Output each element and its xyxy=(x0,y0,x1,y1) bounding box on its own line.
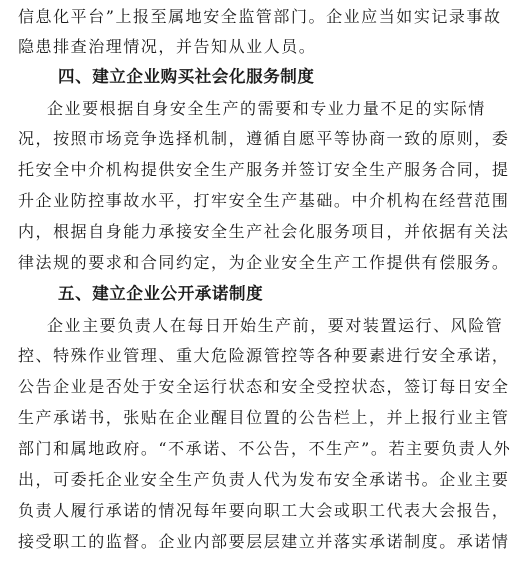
paragraph-line: 信息化平台”上报至属地安全监管部门。企业应当如实记录事故 xyxy=(18,7,502,26)
paragraph-line: 况，按照市场竞争选择机制，遵循自愿平等协商一致的原则，委 xyxy=(18,129,510,148)
section-heading-5: 五、建立企业公开承诺制度 xyxy=(58,284,264,303)
paragraph-line: 企业主要负责人在每日开始生产前，要对装置运行、风险管 xyxy=(47,316,504,335)
paragraph-line: 公告企业是否处于安全运行状态和安全受控状态，签订每日安全 xyxy=(18,377,510,396)
paragraph-line: 部门和属地政府。“不承诺、不公告，不生产”。若主要负责人外 xyxy=(18,439,511,458)
paragraph-line: 出，可委托企业安全生产负责人代为发布安全承诺书。企业主要 xyxy=(18,470,510,489)
paragraph-line: 接受职工的监督。企业内部要层层建立并落实承诺制度。承诺情 xyxy=(18,532,510,551)
paragraph-line: 负责人履行承诺的情况每年要向职工大会或职工代表大会报告， xyxy=(18,501,510,520)
paragraph-line: 控、特殊作业管理、重大危险源管控等各种要素进行安全承诺， xyxy=(18,346,510,365)
paragraph-line: 托安全中介机构提供安全生产服务并签订安全生产服务合同，提 xyxy=(18,160,510,179)
paragraph-line: 内，根据自身能力承接安全生产社会化服务项目，并依据有关法 xyxy=(18,222,510,241)
paragraph-line: 生产承诺书，张贴在企业醒目位置的公告栏上，并上报行业主管 xyxy=(18,408,510,427)
section-heading-4: 四、建立企业购买社会化服务制度 xyxy=(58,67,315,86)
paragraph-line: 企业要根据自身安全生产的需要和专业力量不足的实际情 xyxy=(47,99,486,118)
paragraph-line: 律法规的要求和合同约定，为企业安全生产工作提供有偿服务。 xyxy=(18,253,510,272)
paragraph-line: 升企业防控事故水平，打牢安全生产基础。中介机构在经营范围 xyxy=(18,191,510,210)
paragraph-line: 隐患排查治理情况，并告知从业人员。 xyxy=(18,37,317,56)
